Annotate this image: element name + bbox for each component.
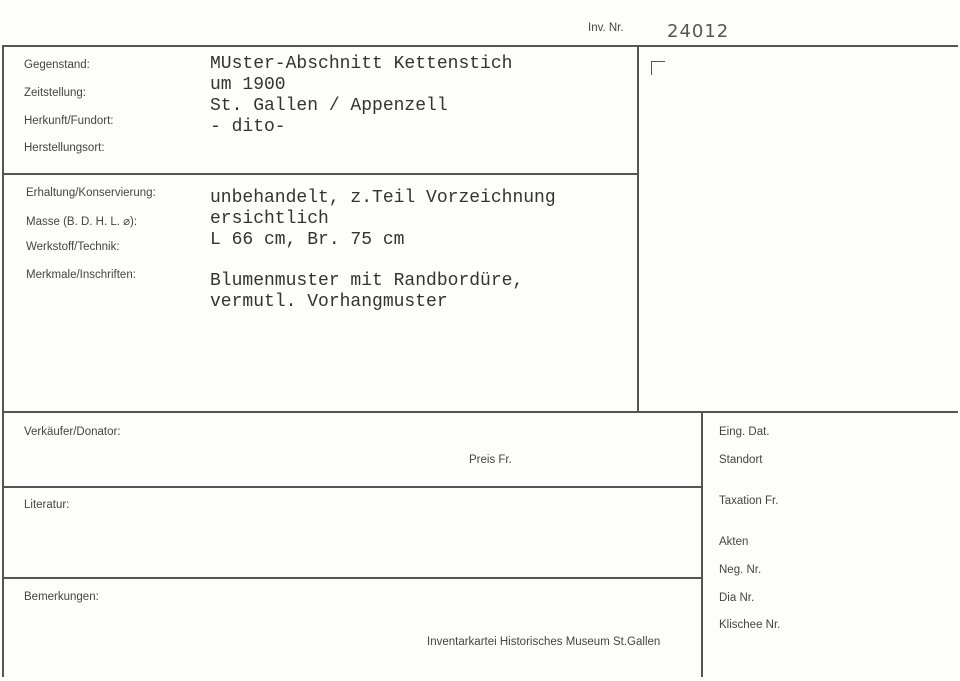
card-footer: Inventarkartei Historisches Museum St.Gallen (427, 636, 661, 648)
label-masse: Masse (B. D. H. L. ⌀): (26, 216, 138, 228)
rule-photo-divider (637, 45, 639, 413)
rule-section3b (2, 577, 702, 579)
value-merkmale-line2: vermutl. Vorhangmuster (210, 292, 448, 312)
value-masse: L 66 cm, Br. 75 cm (210, 230, 405, 250)
value-erhaltung-line2: ersichtlich (210, 209, 329, 229)
label-gegenstand: Gegenstand: (24, 59, 90, 71)
label-verkaeufer: Verkäufer/Donator: (24, 426, 121, 438)
rule-top (2, 45, 958, 47)
rule-left (2, 45, 4, 677)
rule-section1 (2, 173, 638, 175)
rule-section3a (2, 486, 702, 488)
label-taxation: Taxation Fr. (719, 495, 779, 507)
label-standort: Standort (719, 454, 763, 466)
rule-side-divider (701, 411, 703, 677)
label-klischee-nr: Klischee Nr. (719, 619, 781, 631)
photo-corner-mark (651, 61, 665, 75)
value-erhaltung-line1: unbehandelt, z.Teil Vorzeichnung (210, 188, 556, 208)
label-literatur: Literatur: (24, 499, 70, 511)
label-bemerkungen: Bemerkungen: (24, 591, 99, 603)
value-gegenstand: MUster-Abschnitt Kettenstich (210, 54, 513, 74)
label-werkstoff: Werkstoff/Technik: (26, 241, 120, 253)
label-dia-nr: Dia Nr. (719, 592, 755, 604)
label-zeitstellung: Zeitstellung: (24, 87, 87, 99)
label-akten: Akten (719, 536, 749, 548)
value-merkmale-line1: Blumenmuster mit Randbordüre, (210, 271, 524, 291)
rule-section2 (2, 411, 958, 413)
inv-number-value: 24012 (667, 21, 730, 42)
label-preis: Preis Fr. (469, 454, 512, 466)
label-herstellungsort: Herstellungsort: (24, 142, 105, 154)
label-herkunft: Herkunft/Fundort: (24, 115, 114, 127)
label-merkmale: Merkmale/Inschriften: (26, 269, 136, 281)
inv-number-label: Inv. Nr. (588, 22, 624, 34)
value-zeitstellung: um 1900 (210, 75, 286, 95)
value-herkunft: St. Gallen / Appenzell (210, 96, 448, 116)
label-neg-nr: Neg. Nr. (719, 564, 762, 576)
label-eing-dat: Eing. Dat. (719, 426, 770, 438)
value-herstellungsort: - dito- (210, 117, 286, 137)
label-erhaltung: Erhaltung/Konservierung: (26, 187, 156, 199)
